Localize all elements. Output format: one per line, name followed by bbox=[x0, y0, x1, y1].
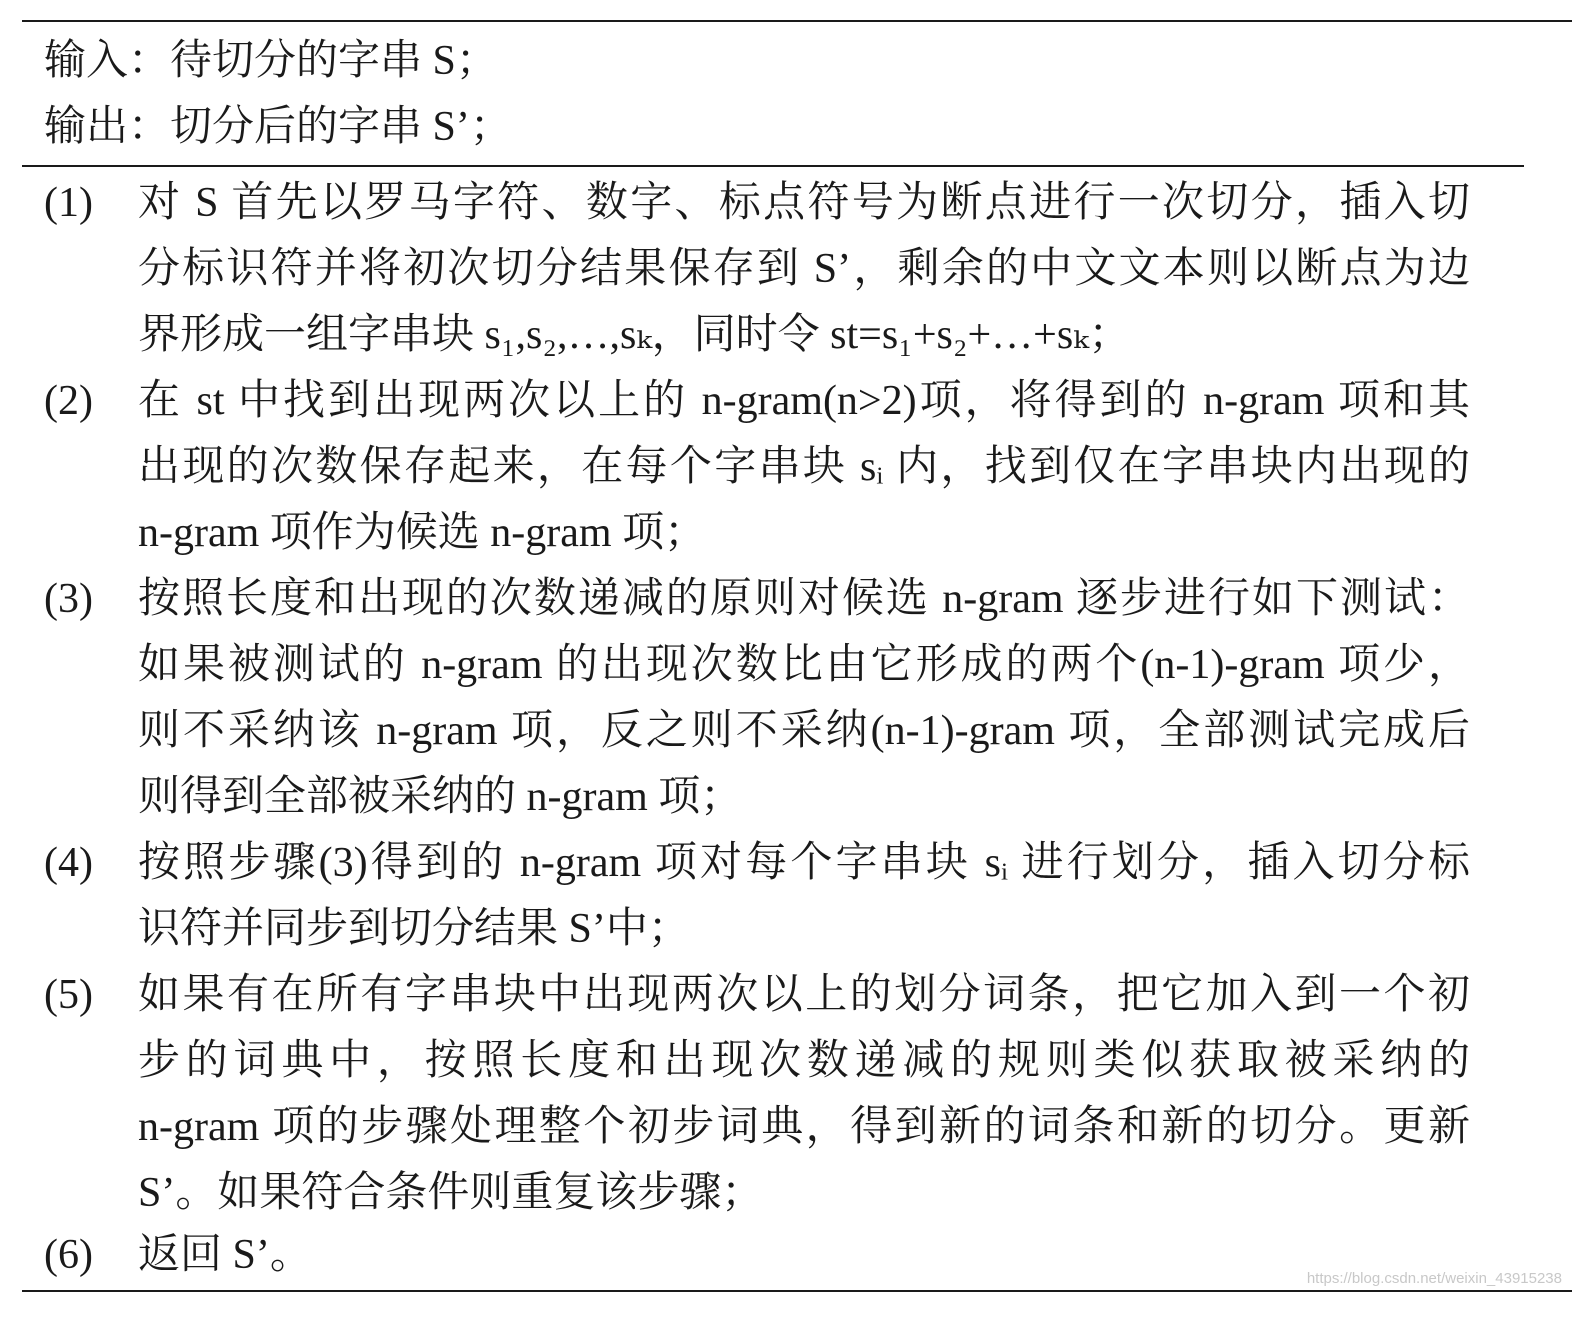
step-line: n-gram 项作为候选 n-gram 项； bbox=[138, 510, 707, 556]
step-line: 界形成一组字串块 s₁,s₂,…,sₖ，同时令 st=s₁+s₂+…+sₖ； bbox=[138, 312, 1131, 358]
step-line: 则得到全部被采纳的 n-gram 项； bbox=[138, 774, 743, 820]
step-line: n-gram 项的步骤处理整个初步词典，得到新的词条和新的切分。更新 bbox=[138, 1104, 1470, 1150]
step-line: 如果被测试的 n-gram 的出现次数比由它形成的两个(n-1)-gram 项少， bbox=[138, 642, 1470, 688]
step-line: 按照步骤(3)得到的 n-gram 项对每个字串块 sᵢ 进行划分，插入切分标 bbox=[138, 840, 1470, 886]
step-line: 在 st 中找到出现两次以上的 n-gram(n>2)项，将得到的 n-gram 项和其 bbox=[138, 378, 1470, 424]
step-number: (1) bbox=[44, 180, 93, 226]
step-line: 出现的次数保存起来，在每个字串块 sᵢ 内，找到仅在字串块内出现的 bbox=[138, 444, 1470, 490]
step-number: (4) bbox=[44, 840, 93, 886]
step-line: 返回 S’。 bbox=[138, 1232, 312, 1278]
step-line: 按照长度和出现的次数递减的原则对候选 n-gram 逐步进行如下测试： bbox=[138, 576, 1470, 622]
step-line: 步的词典中，按照长度和出现次数递减的规则类似获取被采纳的 bbox=[138, 1038, 1470, 1084]
middle-rule bbox=[22, 165, 1524, 167]
step-line: 分标识符并将初次切分结果保存到 S’，剩余的中文文本则以断点为边 bbox=[138, 246, 1470, 292]
input-line: 输入：待切分的字串 S； bbox=[44, 38, 498, 84]
step-number: (6) bbox=[44, 1232, 93, 1278]
top-rule bbox=[22, 20, 1572, 22]
output-line: 输出：切分后的字串 S’； bbox=[44, 104, 512, 150]
watermark-text: https://blog.csdn.net/weixin_43915238 bbox=[1306, 1270, 1562, 1287]
step-line: 对 S 首先以罗马字符、数字、标点符号为断点进行一次切分，插入切 bbox=[138, 180, 1470, 226]
step-line: 如果有在所有字串块中出现两次以上的划分词条，把它加入到一个初 bbox=[138, 972, 1470, 1018]
step-line: 则不采纳该 n-gram 项，反之则不采纳(n-1)-gram 项，全部测试完成后 bbox=[138, 708, 1470, 754]
step-line: S’。如果符合条件则重复该步骤； bbox=[138, 1170, 764, 1216]
step-line: 识符并同步到切分结果 S’中； bbox=[138, 906, 690, 952]
step-number: (2) bbox=[44, 378, 93, 424]
bottom-rule bbox=[22, 1290, 1572, 1292]
step-number: (5) bbox=[44, 972, 93, 1018]
step-number: (3) bbox=[44, 576, 93, 622]
